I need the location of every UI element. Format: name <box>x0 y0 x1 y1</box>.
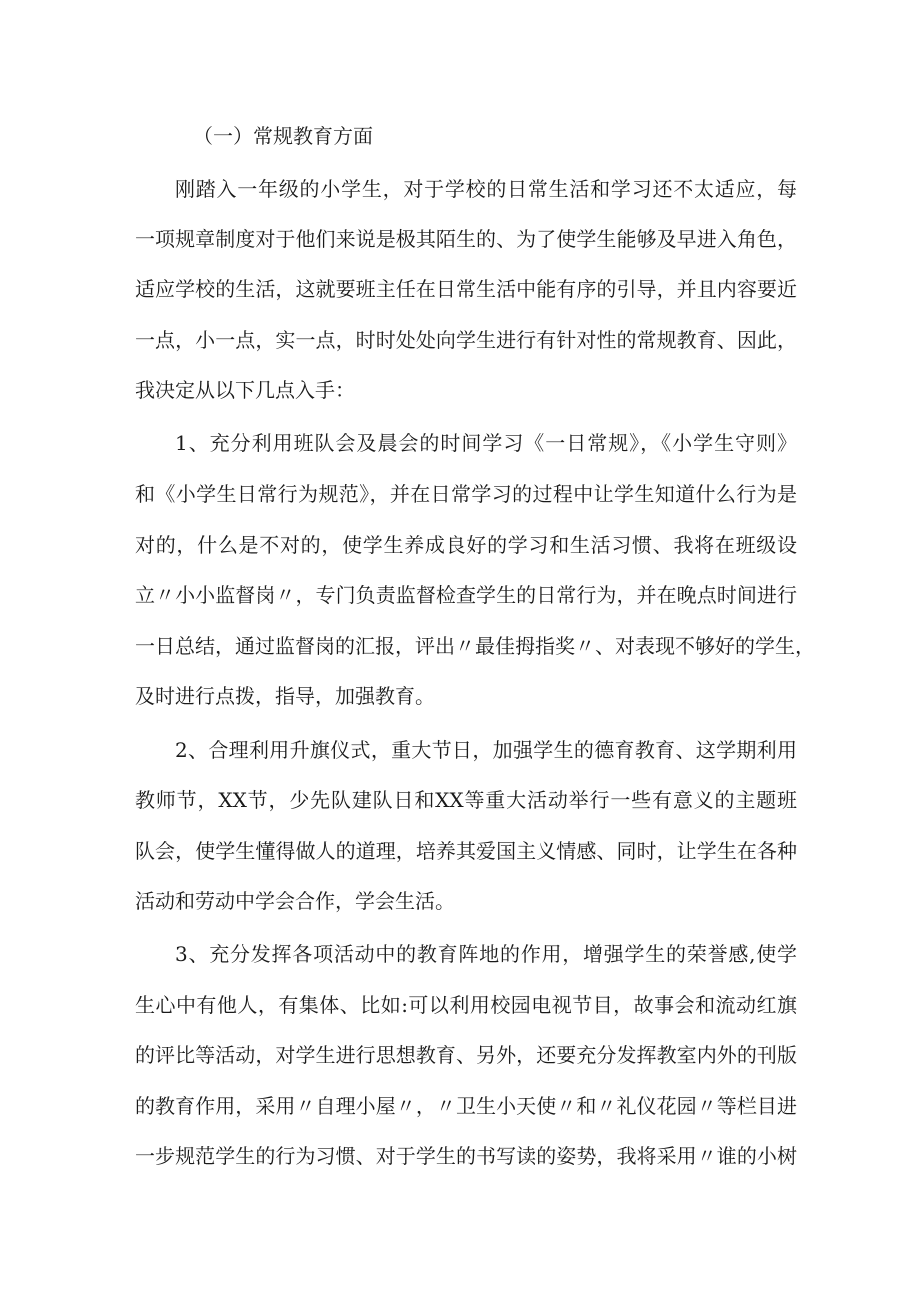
paragraph-3-line-4: 活动和劳动中学会合作，学会生活。 <box>135 889 455 913</box>
paragraph-1-line-5: 我决定从以下几点入手： <box>135 378 355 402</box>
paragraph-4-line-2: 生心中有他人，有集体、比如:可以利用校园电视节目，故事会和流动红旗 <box>135 993 797 1017</box>
section-heading: （一）常规教育方面 <box>193 124 373 148</box>
paragraph-2-line-4: 立〃小小监督岗〃，专门负责监督检查学生的日常行为，并在晚点时间进行 <box>135 583 797 607</box>
paragraph-2-line-3: 对的，什么是不对的，使学生养成良好的学习和生活习惯、我将在班级设 <box>135 533 797 557</box>
paragraph-3-line-2: 教师节，XX节，少先队建队日和XX等重大活动举行一些有意义的主题班 <box>135 788 797 812</box>
paragraph-1-line-4: 一点，小一点，实一点，时时处处向学生进行有针对性的常规教育、因此， <box>135 328 797 352</box>
paragraph-3-line-3: 队会，使学生懂得做人的道理，培养其爱国主义情感、同时，让学生在各种 <box>135 839 797 863</box>
paragraph-4-line-4: 的教育作用，采用〃自理小屋〃，〃卫生小天使〃和〃礼仪花园〃等栏目进 <box>135 1094 797 1118</box>
paragraph-2-line-6: 及时进行点拨，指导，加强教育。 <box>135 684 435 708</box>
paragraph-4-line-5: 一步规范学生的行为习惯、对于学生的书写读的姿势，我将采用〃谁的小树 <box>135 1144 797 1168</box>
paragraph-2-line-5: 一日总结，通过监督岗的汇报，评出〃最佳拇指奖〃、对表现不够好的学生， <box>135 634 815 658</box>
paragraph-4-line-3: 的评比等活动，对学生进行思想教育、另外，还要充分发挥教室内外的刊版 <box>135 1043 797 1067</box>
paragraph-1-line-1: 刚踏入一年级的小学生，对于学校的日常生活和学习还不太适应，每 <box>175 177 797 201</box>
paragraph-3-line-1: 2、合理利用升旗仪式，重大节日，加强学生的德育教育、这学期利用 <box>175 738 797 762</box>
paragraph-4-line-1: 3、充分发挥各项活动中的教育阵地的作用，增强学生的荣誉感,使学 <box>175 942 797 966</box>
paragraph-2-line-2: 和《小学生日常行为规范》，并在日常学习的过程中让学生知道什么行为是 <box>135 482 797 506</box>
paragraph-1-line-2: 一项规章制度对于他们来说是极其陌生的、为了使学生能够及早进入角色， <box>135 227 797 251</box>
paragraph-2-line-1: 1、充分利用班队会及晨会的时间学习《一日常规》，《小学生守则》 <box>175 431 797 455</box>
paragraph-1-line-3: 适应学校的生活，这就要班主任在日常生活中能有序的引导，并且内容要近 <box>135 277 797 301</box>
